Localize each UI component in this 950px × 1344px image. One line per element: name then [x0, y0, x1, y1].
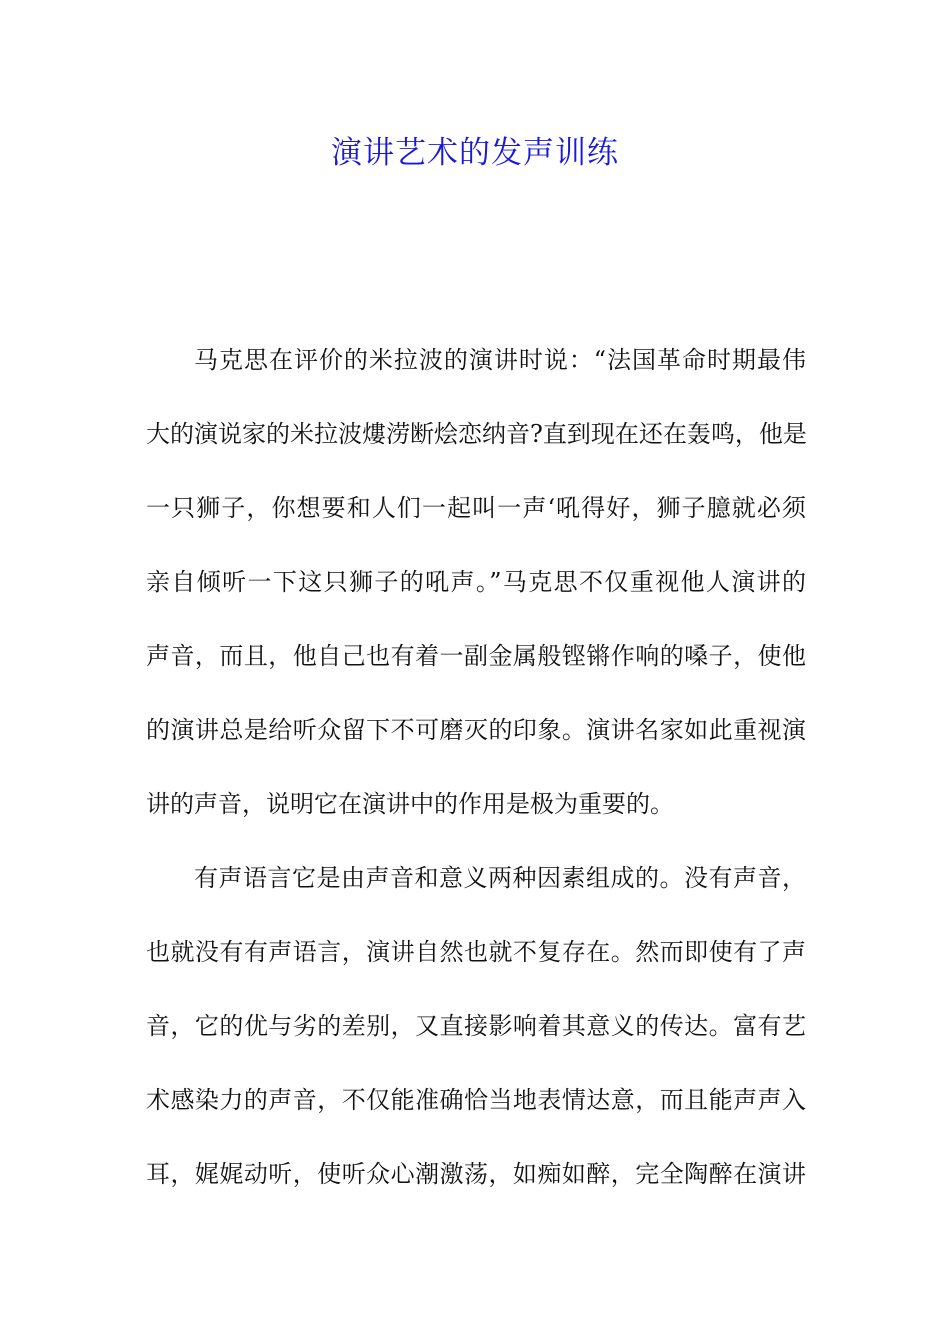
text-line: 大的演说家的米拉波熡涝断烩恋纳音?直到现在还在轰鸣，他是 [146, 420, 807, 448]
paragraph [146, 852, 806, 1222]
text-line: 亲自倾听一下这只狮子的吼声。”马克思不仅重视他人演讲的 [146, 568, 806, 596]
text-line: 术感染力的声音，不仅能准确恰当地表情达意，而且能声声入 [146, 1086, 806, 1114]
paragraph [146, 334, 806, 852]
text-line: 耳，娓娓动听，使听众心潮激荡，如痴如醉，完全陶醉在演讲 [146, 1160, 806, 1188]
text-line: 音，它的优与劣的差别，又直接影响着其意义的传达。富有艺 [146, 1012, 806, 1040]
text-line: 的演讲总是给听众留下不可磨灭的印象。演讲名家如此重视演 [146, 716, 806, 744]
text-line: 一只狮子，你想要和人们一起叫一声‘吼得好，狮子臆就必须 [146, 494, 806, 522]
text-line: 有声语言它是由声音和意义两种因素组成的。没有声音， [194, 864, 806, 892]
text-line: 声音，而且，他自己也有着一副金属般铿锵作响的嗓子，使他 [146, 642, 806, 670]
text-line: 也就没有有声语言，演讲自然也就不复存在。然而即使有了声 [146, 938, 806, 966]
document-body [146, 334, 806, 1222]
document-title: 演讲艺术的发声训练 [331, 135, 619, 171]
text-line: 讲的声音，说明它在演讲中的作用是极为重要的。 [146, 790, 674, 818]
text-line: 马克思在评价的米拉波的演讲时说：“法国革命时期最伟 [194, 346, 806, 374]
